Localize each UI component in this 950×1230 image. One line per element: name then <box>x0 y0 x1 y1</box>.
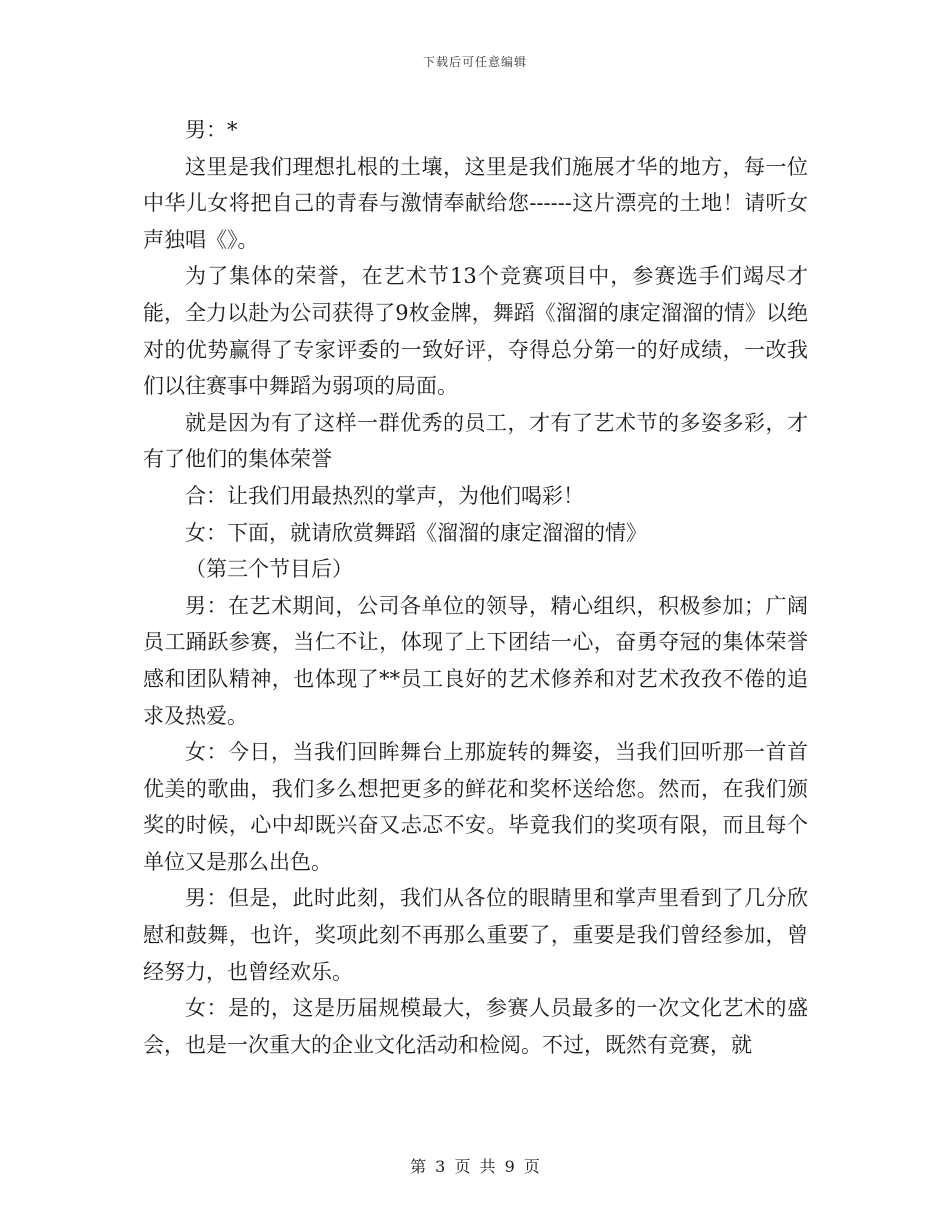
document-body <box>143 112 808 1063</box>
paragraph-male-leaders: 男：在艺术期间，公司各单位的领导，精心组织，积极参加；广阔员工踊跃参赛，当仁不让，体现了上下团结一心，奋勇夺冠的集体荣誉感和团队精神，也体现了**员工良好的艺术修养和对艺术孜孜不倦的追求及热爱。 <box>143 593 808 728</box>
paragraph-female-event: 女：是的，这是历届规模最大，参赛人员最多的一次文化艺术的盛会，也是一次重大的企业文化活动和检阅。不过，既然有竞赛，就 <box>143 996 808 1057</box>
paragraph-third-program: （第三个节目后） <box>185 557 353 582</box>
page-number-footer: 第 3 页 共 9 页 <box>410 1157 540 1176</box>
paragraph-female-dance: 女：下面，就请欣赏舞蹈《溜溜的康定溜溜的情》 <box>185 520 647 545</box>
paragraph-female-today: 女：今日，当我们回眸舞台上那旋转的舞姿，当我们回听那一首首优美的歌曲，我们多么想把更多的鲜花和奖杯送给您。然而，在我们颁奖的时候，心中却既兴奋又忐忑不安。毕竟我们的奖项有限，而且每个单位又是那么出色。 <box>143 740 808 874</box>
paragraph-together-applause: 合：让我们用最热烈的掌声，为他们喝彩！ <box>185 483 584 508</box>
page-header: 下载后可任意编辑 <box>422 55 527 69</box>
paragraph-employees: 就是因为有了这样一群优秀的员工，才有了艺术节的多姿多彩，才有了他们的集体荣誉 <box>143 410 808 472</box>
paragraph-male-moment: 男：但是，此时此刻，我们从各位的眼睛里和掌声里看到了几分欣慰和鼓舞，也许，奖项此刻不再那么重要了，重要是我们曾经参加，曾经努力，也曾经欢乐。 <box>143 886 808 984</box>
paragraph-honor: 为了集体的荣誉，在艺术节13个竞赛项目中，参赛选手们竭尽才能，全力以赴为公司获得了9枚金牌，舞蹈《溜溜的康定溜溜的情》以绝对的优势赢得了专家评委的一致好评，夺得总分第一的好成绩，一改我们以往赛事中舞蹈为弱项的局面。 <box>143 264 808 399</box>
paragraph-land: 这里是我们理想扎根的土壤，这里是我们施展才华的地方，每一位中华儿女将把自己的青春与激情奉献给您------这片漂亮的土地！请听女声独唱《》。 <box>143 154 808 252</box>
paragraph-male-intro: 男：* <box>185 118 238 142</box>
